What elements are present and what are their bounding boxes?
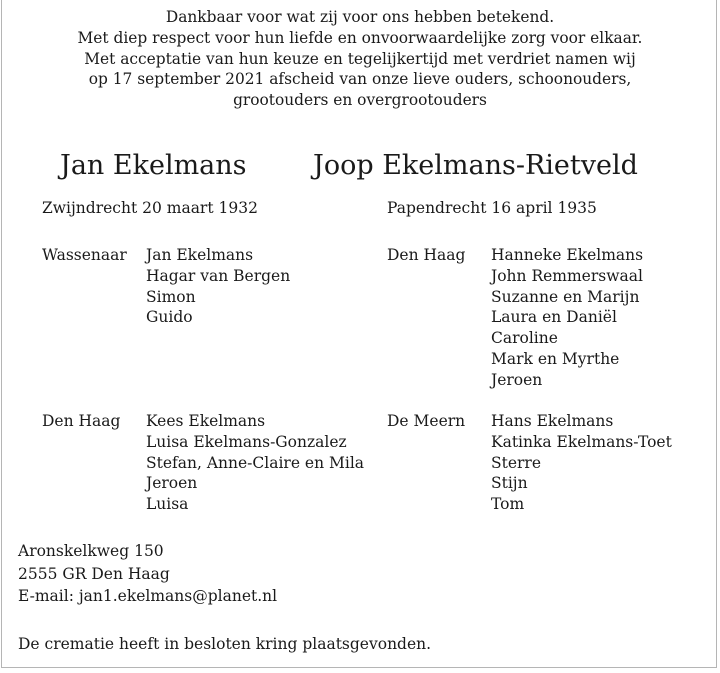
family-place: De Meern: [387, 412, 466, 430]
intro-line: Met diep respect voor hun liefde en onvoorwaardelijke zorg voor elkaar.: [77, 28, 643, 47]
death-notice-card: [1, 0, 717, 668]
family-member: Jeroen: [491, 370, 543, 389]
family-names: [146, 245, 290, 328]
family-member: Guido: [146, 308, 193, 327]
intro-line: op 17 september 2021 afscheid van onze lieve ouders, schoonouders,: [88, 70, 632, 89]
address-email: E-mail: jan1.ekelmans@planet.nl: [18, 587, 278, 605]
address-street: Aronskelkweg 150: [18, 542, 164, 560]
family-place: Wassenaar: [42, 246, 127, 264]
family-member: Sterre: [491, 453, 542, 472]
family-member: Stijn: [491, 474, 528, 493]
deceased-name-2: Joop Ekelmans-Rietveld: [313, 150, 638, 181]
family-member: Luisa: [146, 495, 189, 514]
family-member: Hans Ekelmans: [491, 412, 614, 430]
family-place: Den Haag: [387, 246, 466, 264]
family-member: Simon: [146, 287, 196, 306]
family-member: Jan Ekelmans: [146, 246, 254, 264]
family-names: [491, 245, 643, 391]
contact-address: [18, 540, 277, 608]
family-names: [146, 411, 364, 515]
intro-line: Met acceptatie van hun keuze en tegelijkertijd met verdriet namen wij: [84, 49, 636, 68]
family-place: Den Haag: [42, 412, 121, 430]
family-member: Tom: [491, 495, 525, 514]
intro-line: Dankbaar voor wat zij voor ons hebben betekend.: [165, 8, 555, 26]
closing-note: De crematie heeft in besloten kring plaatsgevonden.: [18, 635, 432, 653]
family-member: Hanneke Ekelmans: [491, 246, 644, 264]
family-member: Hagar van Bergen: [146, 266, 291, 285]
deceased-name-1: Jan Ekelmans: [60, 150, 247, 181]
birth-info-2: Papendrecht 16 april 1935: [387, 199, 597, 217]
family-member: Jeroen: [146, 474, 198, 493]
intro-text: [2, 7, 718, 111]
birth-info-1: Zwijndrecht 20 maart 1932: [42, 199, 258, 217]
family-member: Laura en Daniël: [491, 308, 617, 327]
intro-line: grootouders en overgrootouders: [233, 91, 487, 110]
family-member: Caroline: [491, 329, 558, 348]
family-member: Mark en Myrthe: [491, 349, 620, 368]
family-names: [491, 411, 672, 515]
family-member: Katinka Ekelmans-Toet: [491, 432, 672, 451]
address-postal: 2555 GR Den Haag: [18, 564, 170, 583]
family-member: John Remmerswaal: [491, 266, 643, 285]
family-member: Stefan, Anne-Claire en Mila: [146, 453, 365, 472]
family-member: Suzanne en Marijn: [491, 287, 640, 306]
family-member: Luisa Ekelmans-Gonzalez: [146, 432, 347, 451]
family-member: Kees Ekelmans: [146, 412, 266, 430]
